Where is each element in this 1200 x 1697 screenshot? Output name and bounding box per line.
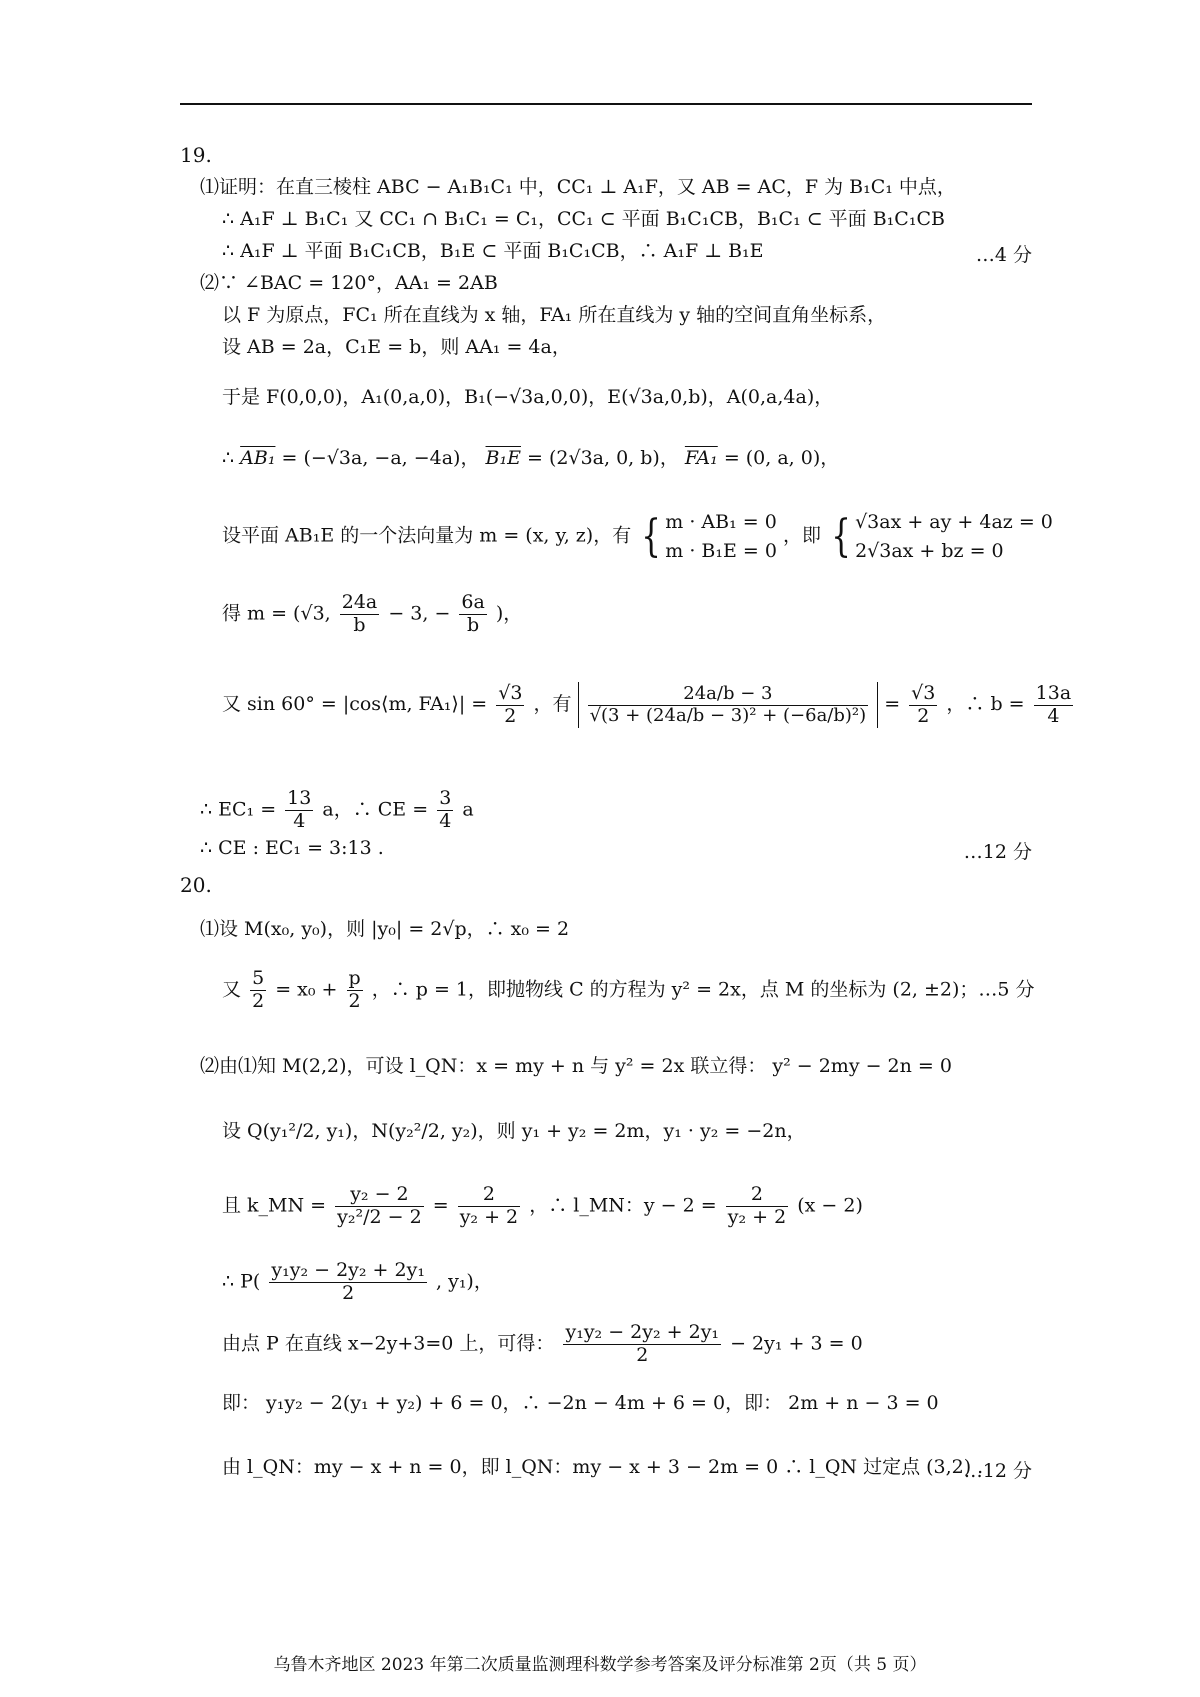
- system-2-row-1: √3ax + ay + 4az = 0: [855, 511, 1053, 533]
- fraction-13a-4: $\frac{13a}{4}$: [1035, 681, 1072, 727]
- system-2: { √3ax + ay + 4az = 0 2√3ax + bz = 0: [827, 508, 1053, 565]
- question-19-number: 19.: [180, 143, 212, 167]
- q19-ratio: ∴ CE : EC₁ = 3:13 .: [200, 837, 384, 859]
- q19-part1-score: …4 分: [975, 244, 1032, 266]
- vector-b1e-value: = (2√3a, 0, b)，: [527, 447, 679, 469]
- q20-part2-line1: ⑵由⑴知 M(2,2)，可设 l_QN：x = my + n 与 y² = 2x 联立得： y² − 2my − 2n = 0: [200, 1055, 952, 1077]
- q20-part2-line6: 即： y₁y₂ − 2(y₁ + y₂) + 6 = 0，∴ −2n − 4m + 6 = 0，即： 2m + n − 3 = 0: [222, 1392, 939, 1414]
- q20-part2-line2: 设 Q(y₁²/2, y₁)，N(y₂²/2, y₂)，则 y₁ + y₂ = 2m，y₁ · y₂ = −2n，: [222, 1120, 806, 1142]
- q20-part2-score: …12 分: [963, 1460, 1032, 1482]
- normal-intro: 设平面 AB₁E 的一个法向量为 m = (x, y, z)，有: [222, 524, 632, 547]
- page-footer: 乌鲁木齐地区 2023 年第二次质量监测理科数学参考答案及评分标准第 2页（共 5 页）: [273, 1655, 927, 1675]
- q19-vectors: ∴ AB₁ = (−√3a, −a, −4a)， B₁E = (2√3a, 0, b)， FA₁ = (0, a, 0)，: [222, 447, 840, 469]
- system-1-row-1: m · AB₁ = 0: [665, 511, 777, 533]
- fraction-sqrt3-2: $\frac{√3}{2}$: [498, 681, 523, 727]
- vector-fa1: FA₁: [684, 447, 718, 469]
- q19-sine-condition: 又 sin 60° = |cos⟨m, FA₁⟩| = $\frac{√3}{2}$ ，有 $\frac{24a/b - 3}{\text{√(3 + (24a/b − 3)² + (−6a/b)²)}}$ = $\frac{√3}{2}$ ，∴ b = $\frac{13a}{4}$: [222, 681, 1072, 727]
- system-1: { m · AB₁ = 0 m · B₁E = 0: [637, 508, 777, 565]
- question-20-number: 20.: [180, 873, 212, 897]
- system-2-row-2: 2√3ax + bz = 0: [855, 539, 1004, 562]
- q19-part1-line1: ⑴证明：在直三棱柱 ABC − A₁B₁C₁ 中，CC₁ ⊥ A₁F，又 AB = AC，F 为 B₁C₁ 中点，: [200, 176, 956, 198]
- q20-point-on-line: 由点 P 在直线 x−2y+3=0 上，可得： $\frac{\text{y₁y₂ − 2y₂ + 2y₁}}{2}$ − 2y₁ + 3 = 0: [222, 1321, 863, 1366]
- big-fraction-numerator: 24a/b − 3: [588, 684, 869, 706]
- q19-part2-line2: 以 F 为原点，FC₁ 所在直线为 x 轴，FA₁ 所在直线为 y 轴的空间直角坐标系，: [222, 304, 887, 326]
- q20-part1-line1: ⑴设 M(x₀, y₀)，则 |y₀| = 2√p，∴ x₀ = 2: [200, 918, 570, 940]
- q20-point-p: ∴ P( $\frac{\text{y₁y₂ − 2y₂ + 2y₁}}{2}$ , y₁)，: [222, 1259, 493, 1304]
- fraction-6a-b: $\frac{6a}{b}$: [461, 591, 485, 636]
- fraction-24a-b: $\frac{24a}{b}$: [341, 591, 378, 636]
- q19-part1-line2: ∴ A₁F ⊥ B₁C₁ 又 CC₁ ∩ B₁C₁ = C₁，CC₁ ⊂ 平面 B₁C₁CB，B₁C₁ ⊂ 平面 B₁C₁CB: [222, 208, 945, 230]
- absolute-value-fraction: [578, 682, 879, 728]
- header-rule: [180, 103, 1032, 105]
- q19-coordinates: 于是 F(0,0,0)，A₁(0,a,0)，B₁(−√3a,0,0)，E(√3a,0,b)，A(0,a,4a)，: [222, 386, 834, 408]
- vector-fa1-value: = (0, a, 0)，: [723, 447, 840, 469]
- big-fraction-denominator: √(3 + (24a/b − 3)² + (−6a/b)²): [589, 704, 867, 726]
- q19-ec1-ce: ∴ EC₁ = $\frac{13}{4}$ a，∴ CE = $\frac{3}{4}$ a: [200, 787, 474, 832]
- q19-part2-line1: ⑵∵ ∠BAC = 120°，AA₁ = 2AB: [200, 272, 498, 294]
- system-connector: ，即: [783, 524, 822, 547]
- q20-part2-line7: 由 l_QN：my − x + n = 0，即 l_QN：my − x + 3 − 2m = 0 ∴ l_QN 过定点 (3,2) .: [222, 1456, 984, 1478]
- system-1-row-2: m · B₁E = 0: [665, 539, 777, 562]
- vector-ab1: AB₁: [240, 447, 276, 469]
- q20-slope-mn: 且 k_MN = $\frac{\text{y₂ − 2}}{\text{y₂²/2 − 2}}$ = $\frac{2}{\text{y₂ + 2}}$ ，∴ l_MN：y − 2 = $\frac{2}{\text{y₂ + 2}}$ (x − 2): [222, 1183, 863, 1228]
- q19-part2-line3: 设 AB = 2a，C₁E = b，则 AA₁ = 4a，: [222, 336, 571, 358]
- vector-ab1-value: = (−√3a, −a, −4a)，: [281, 447, 480, 469]
- q19-normal-vector-system: [222, 508, 1053, 565]
- q19-part2-score: …12 分: [963, 841, 1032, 863]
- q20-part1-line2: 又 $\frac{5}{2}$ = x₀ + $\frac{p}{2}$ ，∴ p = 1，即抛物线 C 的方程为 y² = 2x，点 M 的坐标为 (2, ±2)；…5 分: [222, 967, 1035, 1012]
- q19-part1-line3: ∴ A₁F ⊥ 平面 B₁C₁CB，B₁E ⊂ 平面 B₁C₁CB，∴ A₁F ⊥ B₁E: [222, 240, 764, 262]
- q19-normal-vector-result: 得 m = (√3, $\frac{24a}{b}$ − 3, − $\frac{6a}{b}$ )，: [222, 591, 523, 636]
- vector-b1e: B₁E: [485, 447, 521, 469]
